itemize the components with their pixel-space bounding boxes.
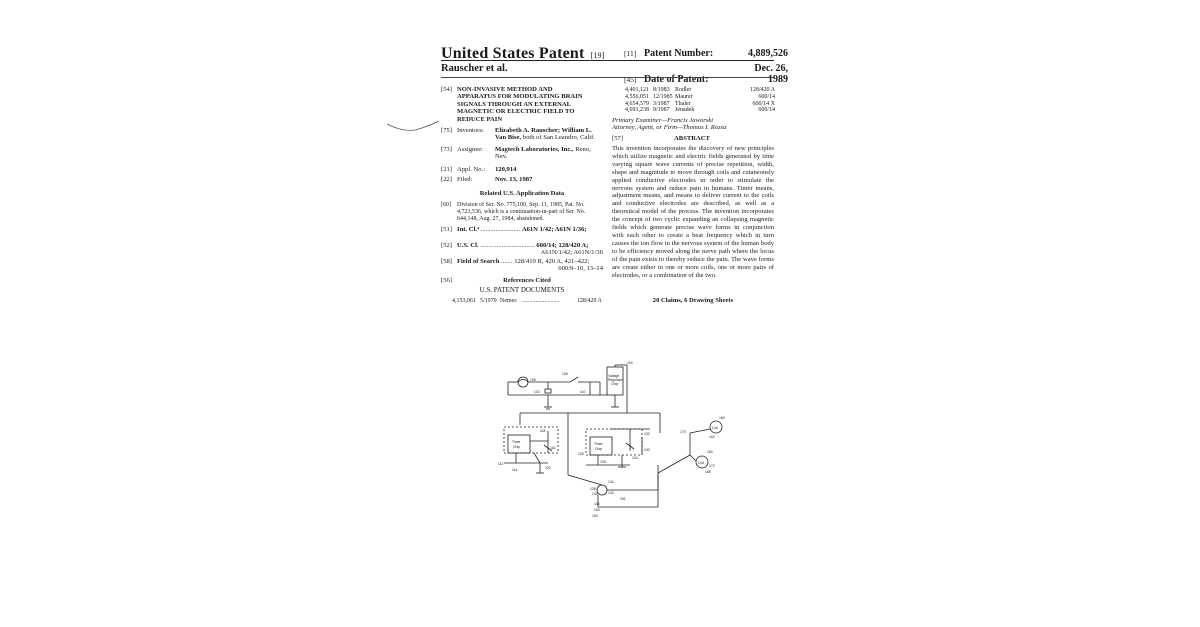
drawing-ref: 162 (709, 435, 715, 439)
patent-title-text: United States Patent (441, 45, 585, 62)
us-cl-code: [52] (441, 242, 452, 249)
title-field-text (457, 86, 597, 123)
division-line: 644,148, Aug. 27, 1984, abandoned. (457, 215, 544, 222)
drawing-ref: 116 (550, 446, 556, 450)
int-cl-label: Int. Cl.⁴ (457, 226, 479, 233)
filed-label: Filed: (457, 176, 473, 183)
drawing-ref: 106 (530, 378, 536, 382)
inventors-line2-bold: Van Bise, (495, 134, 522, 142)
appl-no-label: Appl. No.: (457, 166, 486, 173)
abstract-heading: ABSTRACT (674, 135, 710, 142)
citation-row: 4,654,579 3/1987 Thaler 600/14 X (625, 100, 775, 107)
drawing-ref: 152 (620, 497, 626, 501)
filed-field (441, 176, 603, 183)
regulator-label: Regulator (608, 378, 623, 382)
field-of-search-line2: 600/9–10, 13–14 (558, 265, 603, 273)
patent-number-code: [11] (624, 49, 637, 58)
int-cl-code: [51] (441, 226, 452, 233)
division-field (441, 202, 603, 222)
inventors-field (441, 127, 603, 142)
us-cl-line1: 600/14; 128/420 A; (536, 242, 589, 249)
field-of-search-label: Field of Search (457, 258, 500, 265)
abstract-code: [57] (612, 135, 623, 142)
drawing-ref: 144 (608, 480, 614, 484)
assignee-line1-rest: Reno, (575, 146, 591, 153)
inventors-value (495, 127, 601, 142)
drawing-ref: 150 (594, 508, 600, 512)
appl-no-code: [21] (441, 166, 452, 173)
citation-row: 4,556,051 12/1985 Maurer 600/14 (625, 93, 775, 100)
wire (690, 455, 696, 461)
header-rule (441, 60, 774, 61)
drawing-ref: 146 (594, 502, 600, 506)
references-field (441, 277, 603, 284)
appl-no-field (441, 166, 603, 173)
primary-examiner: Primary Examiner—Francis Jaworski (612, 117, 714, 124)
assignee-field (441, 146, 603, 161)
title-field (441, 86, 601, 123)
citations-list (625, 87, 775, 114)
citation-class: 128/420 A (576, 298, 602, 304)
drawing-ref: 126 (578, 452, 584, 456)
citation-number: 4,153,061 (452, 298, 476, 304)
citation-dots: ......................... (522, 298, 560, 304)
assignee-code: [73] (441, 146, 452, 153)
citation-date: 5/1979 (480, 298, 497, 304)
title-line: REDUCE PAIN (457, 115, 503, 123)
citation-name: Nemec (500, 298, 517, 304)
drawing-ref: 168 (705, 470, 711, 474)
field-of-search-line1: 128/419 R, 420 A, 421–422; (514, 258, 590, 265)
margin-mark (385, 118, 441, 138)
field-of-search-dots: ....... (501, 258, 513, 265)
timer-label: Chip (595, 447, 602, 451)
drawing-ref: 142 (608, 491, 614, 495)
drawing-ref: 114 (512, 468, 518, 472)
assignee-label: Assignee: (457, 146, 484, 153)
us-patent-documents: U.S. PATENT DOCUMENTS (479, 286, 565, 294)
wire (534, 453, 540, 463)
regulator-label: Chip (611, 382, 618, 386)
timer-label: Timer (594, 442, 603, 446)
assignee-value (495, 146, 601, 161)
drawing-ref: 108 (562, 372, 568, 376)
inventors-code: [75] (441, 127, 452, 134)
inventors-line2-rest: both of San Leandro, Calif. (522, 134, 595, 142)
switch (570, 377, 578, 382)
timer-chip-1 (508, 435, 530, 453)
capacitor (545, 389, 551, 393)
drawing-ref: 128 (600, 460, 606, 464)
us-cl-label: U.S. Cl. (457, 242, 479, 249)
drawing-ref: 154 (592, 514, 598, 518)
wire (690, 429, 710, 433)
header-rule-2 (441, 77, 774, 78)
claims-summary: 20 Claims, 6 Drawing Sheets (652, 297, 734, 304)
drawing-ref: 172 (709, 464, 715, 468)
assignee-line2: Nev. (495, 153, 508, 161)
inventors-label: Inventors: (457, 127, 484, 134)
title-line: NON-INVASIVE METHOD AND (457, 86, 553, 93)
date-value: Dec. 26, 1989 (754, 63, 788, 85)
int-cl-value: A61N 1/42; A61N 1/36; (521, 226, 587, 233)
related-heading: Related U.S. Application Data (479, 190, 565, 197)
title-line: SIGNALS THROUGH AN EXTERNAL (457, 100, 572, 108)
drawing-ref: 104 (627, 361, 633, 365)
drawing-ref: 124 (632, 456, 638, 460)
division-line: Division of Ser. No. 775,100, Sep. 11, 1985, Pat. No. (457, 202, 585, 208)
references-code: [56] (441, 277, 452, 284)
drawing-ref: 130 (644, 448, 650, 452)
filed-value: Nov. 13, 1987 (495, 176, 533, 183)
timer-label: Chip (513, 445, 520, 449)
drawing-ref: 138 (590, 487, 596, 491)
us-cl-field (441, 242, 603, 257)
field-of-search (441, 258, 603, 273)
drawing-ref: 102 (534, 390, 540, 394)
appl-no-value: 120,914 (495, 166, 517, 173)
us-cl-line2: A61N/1/42; A61N/1/36 (540, 249, 603, 257)
abstract-text: This invention incorporates the discovery of new principles which utilize magnetic and electric fields generated by time varying square wave currents of precise repetition, width, shape and magnitude to move through coils and cutaneously applied conductive electrodes in order to stimulate the nervous system and reduce pain in humans. Timer means, adjustment means, and means to deliver current to the coils and conductive electrodes are described, as well as a theoretical model of the process. The invention incorporates the concept of two cyclic expanding an collapsing magnetic fields which generate precise wave forms in conjunction with each other to create a beat frequency which in turn causes the ion flow in the nervous system of the human body to be efficiency moved along the nerve path where the locus of the pain exists to thereby reduce the pain. The wave forms are create either in one or more coils, one or more pairs of electrodes, or a combination of the two. (612, 145, 774, 279)
drawing-ref: 112 (498, 462, 504, 466)
drawing-ref: 132 (644, 432, 650, 436)
regulator-label: Voltage (608, 374, 620, 378)
references-heading: References Cited (503, 277, 551, 284)
int-cl-dots: ........................ (480, 226, 521, 233)
division-line: 4,723,536, which is a continuation-in-part of Ser. No. (457, 208, 586, 215)
drawing-ref: 120 (545, 466, 551, 470)
filed-code: [22] (441, 176, 452, 183)
us-cl-dots: ................................. (480, 242, 535, 249)
inventors-line1: Elizabeth A. Rauscher; William L. (495, 127, 592, 134)
drawing-ref: 110 (580, 390, 586, 394)
source-wave (518, 380, 528, 383)
attorney: Attorney, Agent, or Firm—Thomas I. Rozsa (612, 124, 727, 132)
wire (568, 475, 602, 485)
margin-stroke (387, 121, 439, 130)
drawing-ref: 140 (592, 492, 598, 496)
title-field-code: [54] (441, 86, 452, 93)
examiner-block (612, 117, 774, 132)
patent-number-value: 4,889,526 (748, 48, 788, 59)
int-cl-field (441, 226, 603, 233)
timer-chip-2 (590, 437, 612, 455)
circuit-drawing (490, 355, 730, 520)
drawing-ref: 170 (680, 430, 686, 434)
abstract-heading-row (612, 135, 774, 142)
citation-row: 4,693,238 9/1987 Jenadek 600/14 (625, 107, 775, 114)
drawing-ref: 118 (540, 429, 546, 433)
first-citation (452, 298, 602, 304)
date-label: Date of Patent: (644, 74, 709, 85)
coil-label: Coil (712, 426, 718, 430)
voltage-source (518, 377, 528, 387)
field-of-search-code: [58] (441, 258, 452, 265)
citation-row: 4,401,121 8/1983 Rodler 128/420 A (625, 87, 775, 93)
patent-number-row (624, 48, 788, 59)
timer-label: Timer (512, 440, 521, 444)
drawing-ref: 160 (719, 416, 725, 420)
title-line: APPARATUS FOR MODULATING BRAIN (457, 93, 583, 101)
output-transistor (597, 485, 607, 495)
assignee-line1-bold: Magtech Laboratories, Inc., (495, 146, 574, 153)
inventors-short: Rauscher et al. (441, 63, 508, 74)
wire (658, 455, 690, 473)
patent-number-label: Patent Number: (644, 48, 714, 59)
division-code: [60] (441, 202, 451, 208)
date-of-patent-row (624, 63, 788, 85)
coil-label: Coil (698, 461, 704, 465)
title-line: MAGNETIC OR ELECTRIC FIELD TO (457, 108, 575, 116)
date-code: [45] (624, 75, 637, 84)
drawing-ref: 164 (707, 450, 713, 454)
division-text (457, 202, 601, 222)
title-code: [19] (590, 51, 605, 60)
